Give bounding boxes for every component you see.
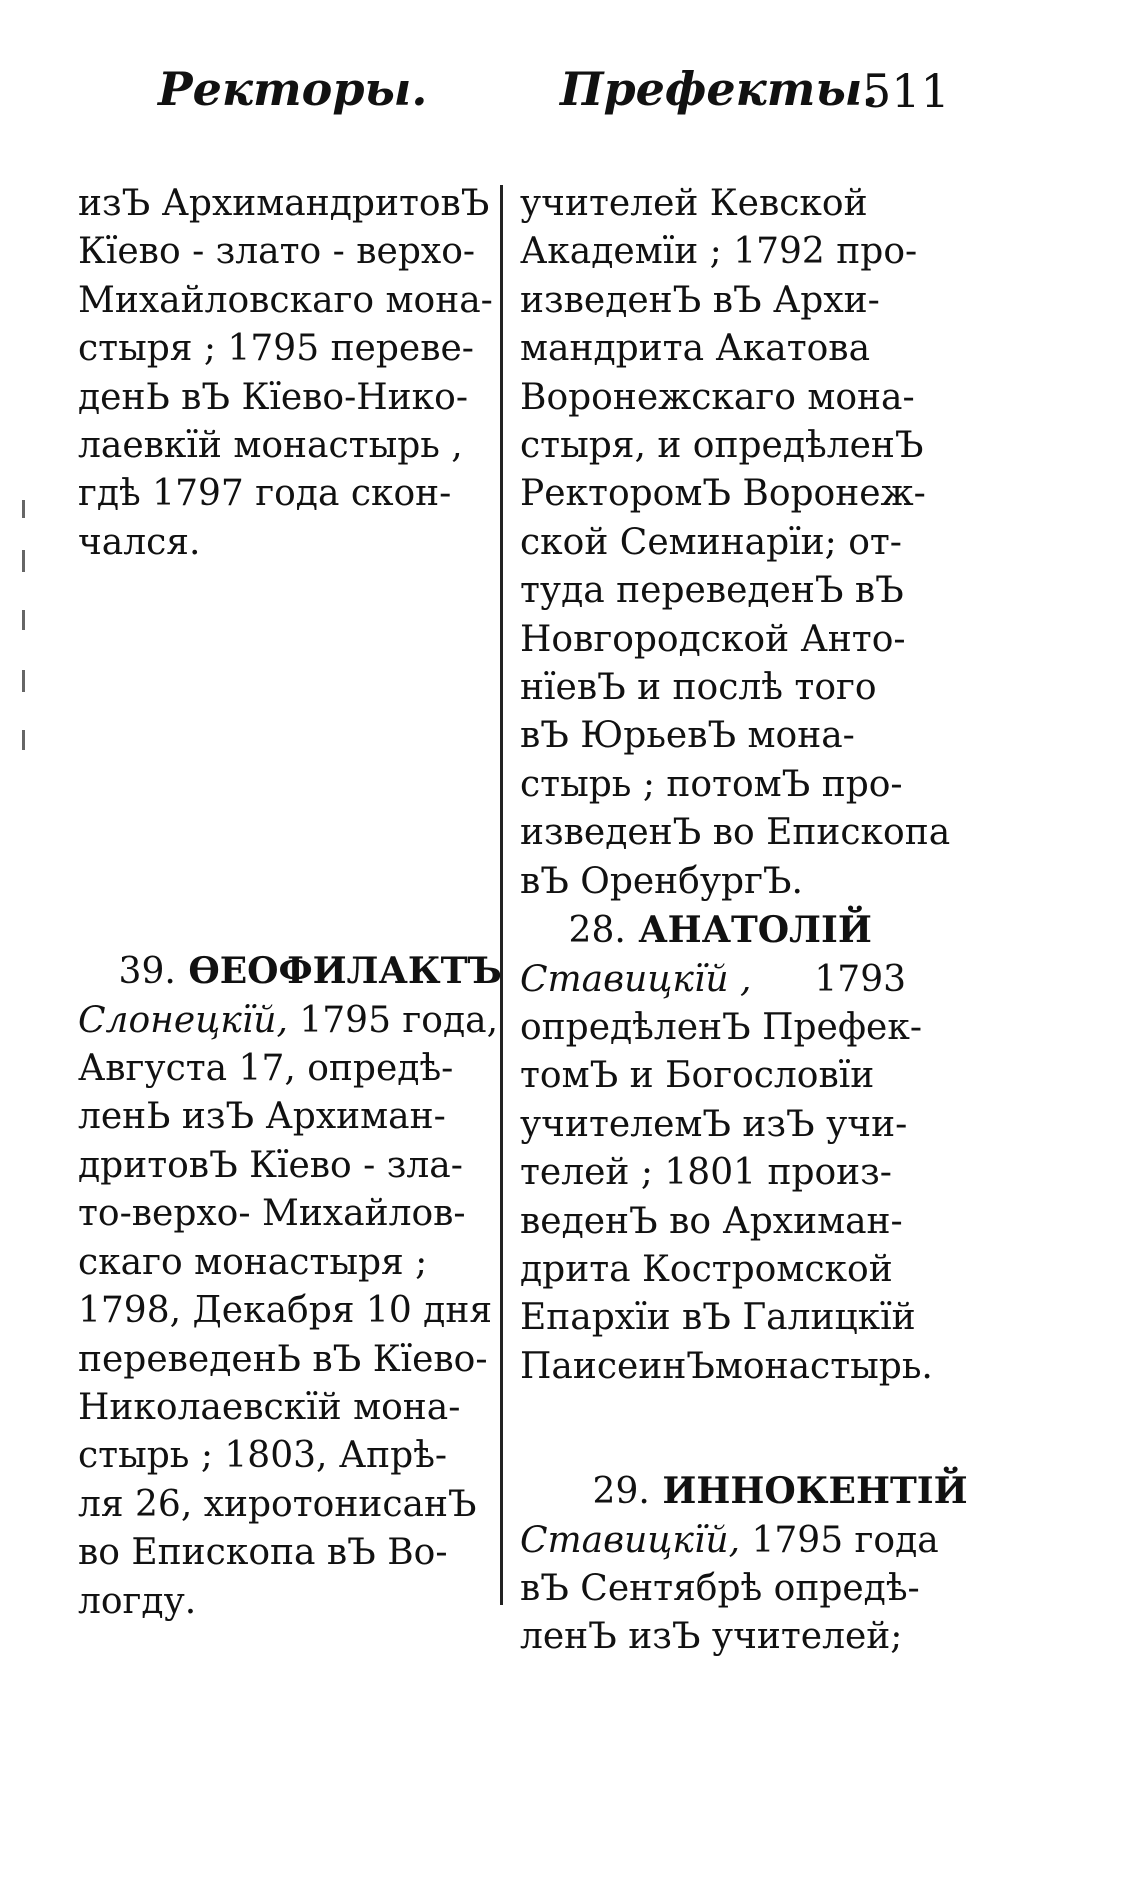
- text-line: стырь ; 1803, Апрѣ-: [78, 1435, 448, 1477]
- entry-date: 1793: [814, 958, 907, 1000]
- text-line: 1798, Декабря 10 дня: [78, 1290, 493, 1332]
- entry-surname: Ставицкїй,: [520, 1519, 741, 1561]
- running-head-left: Ректоры.: [158, 62, 428, 116]
- text-line: изведенЪ во Епископа: [520, 812, 951, 854]
- column-divider: [500, 185, 503, 1605]
- text-line: Новгородской Анто-: [520, 618, 906, 660]
- text-line: вЪ ЮрьевЪ мона-: [520, 715, 855, 757]
- text-line: учителемЪ изЪ учи-: [520, 1103, 908, 1145]
- text-line: Михайловскаго мона-: [78, 279, 493, 321]
- text-line: изЪ АрхимандритовЪ: [78, 183, 490, 224]
- right-column: [520, 180, 968, 1662]
- entry-heading: [520, 906, 950, 955]
- text-line: стыря ; 1795 переве-: [78, 328, 474, 370]
- entry-name: ѲЕОФИЛАКТЪ: [188, 950, 502, 993]
- text-line: Епархїи вЪ Галицкїй: [520, 1297, 916, 1339]
- text-line: стырь ; потомЪ про-: [520, 763, 903, 805]
- text-line: вЪ ОренбургЪ.: [520, 860, 803, 902]
- text-line: мандрита Акатова: [520, 328, 871, 370]
- text-line: во Епископа вЪ Во-: [78, 1532, 448, 1574]
- entry-heading: [520, 1467, 968, 1516]
- entry-date: 1795 года: [751, 1519, 939, 1561]
- running-head-right: Префекты.: [560, 62, 879, 116]
- text-line: гдѣ 1797 года скон-: [78, 473, 452, 515]
- text-line: Августа 17, опредѣ-: [78, 1048, 454, 1090]
- text-line: Воронежскаго мона-: [520, 376, 915, 418]
- text-line: ской Семинарїи; от-: [520, 521, 902, 563]
- text-line: Николаевскїй мона-: [78, 1386, 461, 1428]
- entry-date: 1795 года,: [299, 999, 499, 1041]
- text-line: стыря, и опредѣленЪ: [520, 425, 924, 467]
- text-line: туда переведенЪ вЪ: [520, 570, 904, 612]
- margin-marks: [22, 500, 30, 800]
- entry-number: 29.: [592, 1471, 650, 1513]
- text-line: ля 26, хиротонисанЪ: [78, 1483, 477, 1525]
- text-line: чался.: [78, 521, 201, 563]
- text-line: РекторомЪ Воронеж-: [520, 473, 926, 515]
- left-column: [78, 180, 502, 1626]
- text-line: Академїи ; 1792 про-: [520, 231, 918, 273]
- entry-number: 28.: [568, 910, 626, 952]
- text-line: опредѣленЪ Префек-: [520, 1006, 922, 1048]
- text-line: денЬ вЪ Кїево-Нико-: [78, 376, 468, 418]
- text-line: нїевЪ и послѣ того: [520, 667, 877, 709]
- entry-surname: Слонецкїй,: [78, 999, 288, 1041]
- text-line: логду.: [78, 1580, 197, 1622]
- text-line: [520, 1517, 950, 1565]
- text-line: то-верхо- Михайлов-: [78, 1193, 466, 1235]
- spacer: [78, 567, 488, 947]
- entry-number: 39.: [118, 951, 176, 993]
- text-line: [520, 956, 950, 1004]
- text-line: дрита Костромской: [520, 1248, 893, 1290]
- text-line: [78, 997, 499, 1045]
- text-line: ленЪ изЪ учителей;: [520, 1616, 903, 1658]
- text-line: ПаисеинЪмонастырь.: [520, 1345, 933, 1387]
- text-line: Кїево - злато - верхо-: [78, 231, 476, 273]
- text-line: телей ; 1801 произ-: [520, 1152, 892, 1194]
- text-line: веденЪ во Архиман-: [520, 1200, 903, 1242]
- entry-name: ИННОКЕНТIЙ: [662, 1470, 968, 1513]
- entry-name: АНАТОЛIЙ: [638, 909, 872, 952]
- text-line: томЪ и Богословїи: [520, 1055, 875, 1097]
- text-line: дритовЪ Кїево - зла-: [78, 1144, 463, 1186]
- text-line: учителей Кевской: [520, 183, 868, 224]
- text-line: скаго монастыря ;: [78, 1241, 428, 1283]
- text-line: изведенЪ вЪ Архи-: [520, 279, 880, 321]
- text-line: ленЬ изЪ Архиман-: [78, 1096, 446, 1138]
- text-line: переведенЬ вЪ Кїево-: [78, 1338, 488, 1380]
- spacer: [520, 1391, 950, 1467]
- entry-heading: [78, 947, 502, 996]
- text-line: вЪ Сентябрѣ опредѣ-: [520, 1567, 920, 1609]
- page-number: 511: [862, 64, 950, 118]
- text-line: лаевкїй монастырь ,: [78, 425, 463, 467]
- entry-surname: Ставицкїй ,: [520, 958, 752, 1000]
